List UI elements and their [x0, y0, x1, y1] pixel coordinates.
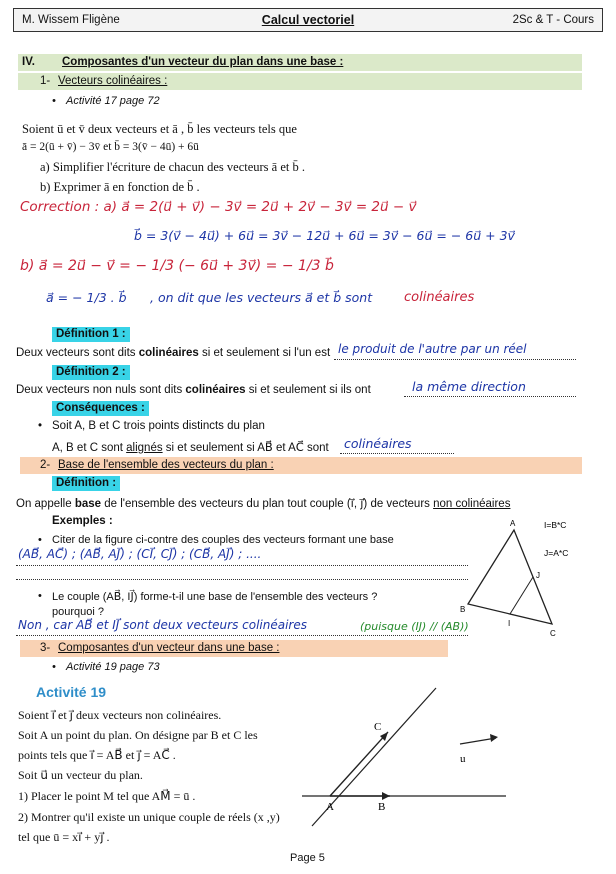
- examples-blank-2: [16, 566, 468, 580]
- exercise-line-1: Soient ū et v̄ deux vecteurs et ā , b̄ les vecteurs tels que: [22, 122, 297, 136]
- point-j-label: J: [536, 571, 540, 580]
- examples-label: Exemples :: [52, 515, 113, 527]
- definition-1-text: Deux vecteurs sont dits colinéaires si et seulement si l'un est: [16, 347, 331, 359]
- subsection-2-title: Base de l'ensemble des vecteurs du plan :: [58, 459, 274, 471]
- exercise-line-2: ā = 2(ū + v̄) − 3v̄ et b̄ = 3(v̄ − 4ū) + 6ū: [22, 141, 199, 153]
- section-iv-title: Composantes d'un vecteur du plan dans une base :: [62, 56, 344, 68]
- examples-question-2: • Le couple (AB⃗, IJ⃗) forme-t-il une base de l'ensemble des vecteurs ?: [52, 590, 377, 603]
- examples-answer-2: Non , car AB⃗ et IJ⃗ sont deux vecteurs colinéaires: [18, 618, 307, 632]
- definition-1-label: Définition 1 :: [52, 327, 130, 342]
- definition-2-text: Deux vecteurs non nuls sont dits colinéaires si et seulement si ils ont: [16, 384, 371, 396]
- activity-19-line-2: Soit A un point du plan. On désigne par B et C les: [18, 728, 258, 742]
- activity-19-title: Activité 19: [36, 684, 107, 700]
- point-b-label: B: [460, 605, 466, 614]
- activity-17-ref: • Activité 17 page 72: [66, 95, 160, 107]
- correction-line-b: b) a⃗ = 2u⃗ − v⃗ = − 1/3 (− 6u⃗ + 3v⃗) = − 1/3 b⃗: [20, 258, 334, 274]
- consequences-line-1: • Soit A, B et C trois points distincts du plan: [52, 420, 265, 432]
- vector-ac: [330, 732, 388, 796]
- subsection-2-number: 2-: [40, 459, 51, 471]
- activity-19-line-3: points tels que i⃗ = AB⃗ et j⃗ = AC⃗ .: [18, 748, 176, 762]
- section-iv-number: IV.: [22, 56, 36, 68]
- correction-relation: a⃗ = − 1/3 . b⃗: [46, 290, 127, 305]
- definition-2-label: Définition 2 :: [52, 365, 130, 380]
- midpoint-i-note: I=B*C: [544, 520, 567, 530]
- definition-2-answer: la même direction: [412, 379, 526, 394]
- activity-19-line-5: 1) Placer le point M tel que AM⃗ = ū .: [18, 789, 196, 803]
- point-a-label: A: [510, 519, 516, 528]
- point-i-label: I: [508, 619, 511, 628]
- consequences-line-2: A, B et C sont alignés si et seulement si AB⃗ et AC⃗ sont: [52, 442, 329, 454]
- consequences-label: Conséquences :: [52, 401, 149, 416]
- correction-conclusion-word: colinéaires: [404, 290, 475, 305]
- examples-answer-2-reason: (puisque (IJ) // (AB)): [360, 620, 469, 633]
- vector-u-arrowhead: [490, 734, 498, 742]
- consequences-answer: colinéaires: [344, 436, 412, 451]
- examples-answer-1: (AB⃗, AC⃗) ; (AB⃗, AJ⃗) ; (CI⃗, CJ⃗) ; (CB⃗, AJ⃗) ; ....: [18, 547, 262, 561]
- definition-1-answer: le produit de l'autre par un réel: [338, 342, 527, 356]
- vector-u: [460, 738, 496, 744]
- examples-question-2-why: pourquoi ?: [52, 606, 104, 618]
- point-b-label: B: [378, 801, 386, 813]
- exercise-question-b: b) Exprimer ā en fonction de b̄ .: [40, 180, 200, 194]
- segment-ij: [510, 577, 533, 614]
- correction-line-b-vector: b⃗ = 3(v⃗ − 4u⃗) + 6u⃗ = 3v⃗ − 12u⃗ + 6u⃗ = 3v⃗ − 6u⃗ = − 6u⃗ + 3v⃗: [134, 228, 515, 243]
- course-label: 2Sc & T - Cours: [512, 14, 594, 26]
- vector-u-label: u: [460, 753, 466, 765]
- examples-question-1: • Citer de la figure ci-contre des couples des vecteurs formant une base: [52, 534, 394, 546]
- vector-ab-arrowhead: [382, 792, 390, 800]
- subsection-1-number: 1-: [40, 75, 51, 87]
- definition-base-text: On appelle base de l'ensemble des vecteurs du plan tout couple (i⃗, j⃗) de vecteurs non colinéaires: [16, 498, 511, 510]
- page-title: Calcul vectoriel: [261, 13, 355, 27]
- subsection-3-number: 3-: [40, 642, 51, 654]
- subsection-1-title: Vecteurs colinéaires :: [58, 75, 168, 87]
- point-a-label: A: [326, 801, 334, 813]
- definition-base-label: Définition :: [52, 476, 120, 491]
- exercise-question-a: a) Simplifier l'écriture de chacun des vecteurs ā et b̄ .: [40, 160, 305, 174]
- activity-19-line-6: 2) Montrer qu'il existe un unique couple de réels (x ,y): [18, 810, 280, 824]
- correction-line-a: Correction : a) a⃗ = 2(u⃗ + v⃗) − 3v⃗ = 2u⃗ + 2v⃗ − 3v⃗ = 2u⃗ − v⃗: [20, 199, 417, 215]
- point-c-label: C: [374, 721, 382, 733]
- page-header: [13, 8, 603, 32]
- activity-19-ref: • Activité 19 page 73: [66, 661, 160, 673]
- correction-conclusion: , on dit que les vecteurs a⃗ et b⃗ sont: [150, 290, 373, 305]
- page-number: Page 5: [290, 852, 325, 864]
- subsection-3-title: Composantes d'un vecteur dans une base :: [58, 642, 280, 654]
- midpoint-j-note: J=A*C: [544, 548, 569, 558]
- point-c-label: C: [550, 629, 556, 638]
- author-name: M. Wissem Fligène: [22, 14, 120, 26]
- activity-19-line-1: Soient i⃗ et j⃗ deux vecteurs non colinéaires.: [18, 708, 222, 722]
- triangle-figure: [448, 510, 608, 650]
- activity-19-figure: [300, 684, 510, 830]
- activity-19-line-7: tel que ū = xi⃗ + yj⃗ .: [18, 830, 110, 844]
- activity-19-line-4: Soit u⃗ un vecteur du plan.: [18, 768, 143, 782]
